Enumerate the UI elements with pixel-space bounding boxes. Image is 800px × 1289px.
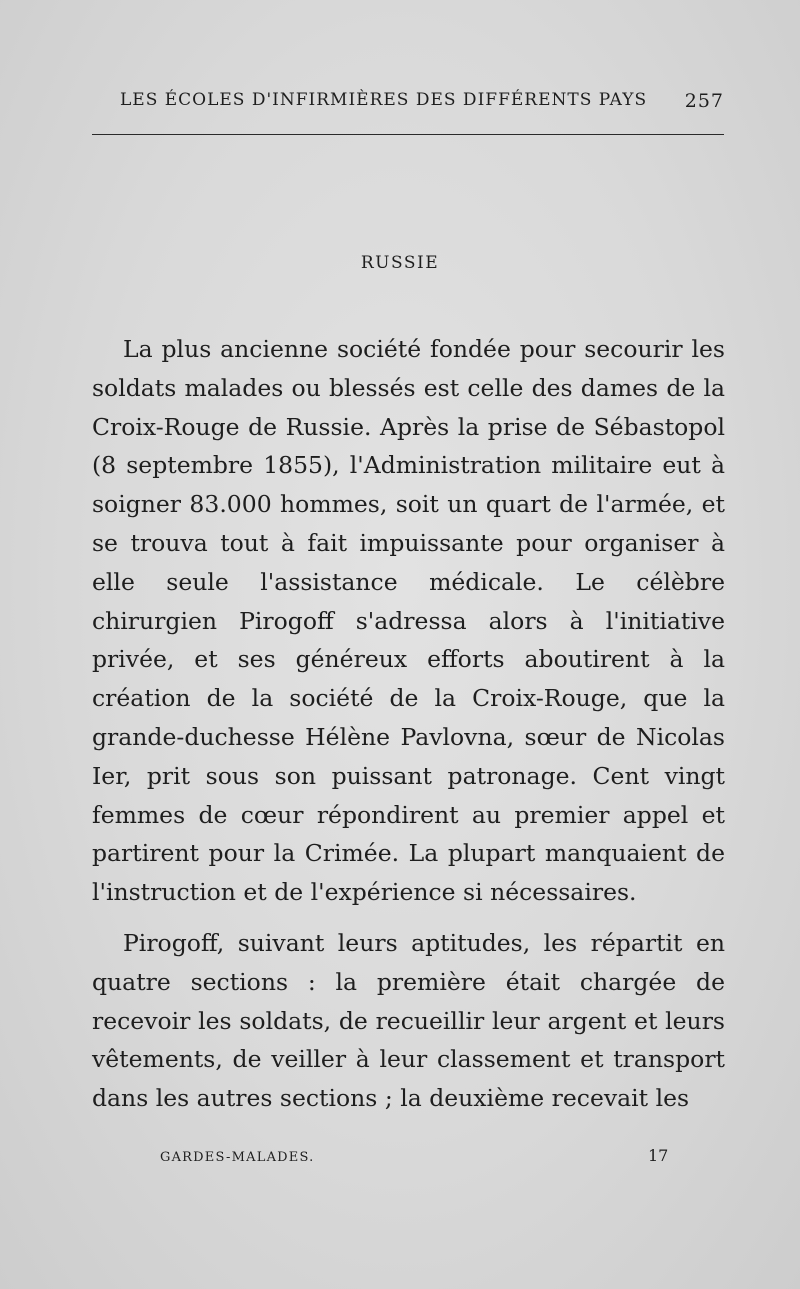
- running-title: LES ÉCOLES D'INFIRMIÈRES DES DIFFÉRENTS PAYS: [120, 90, 648, 110]
- running-head: [120, 90, 724, 116]
- section-title: RUSSIE: [360, 253, 440, 273]
- paragraph-2: Pirogoff, suivant leurs aptitudes, les répartit en quatre sections : la première était chargée de recevoir les soldats, de recueillir leur argent et leurs vêtements, de veiller à leur classement et transport dans les autres sections ; la deuxième recevait les: [92, 928, 725, 1113]
- body-text: [92, 330, 725, 1118]
- paragraph-1: La plus ancienne société fondée pour secourir les soldats malades ou blessés est celle des dames de la Croix-Rouge de Russie. Après la prise de Sébastopol (8 septembre 1855), l'Administration militaire eut à soigner 83.000 hommes, soit un quart de l'armée, et se trouva tout à fait impuissante pour organiser à elle seule l'assistance médicale. Le célèbre chirurgien Pirogoff s'adressa alors à l'initiative privée, et ses généreux efforts aboutirent à la création de la société de la Croix-Rouge, que la grande-duchesse Hélène Pavlovna, sœur de Nicolas Ier, prit sous son puissant patronage. Cent vingt femmes de cœur répondirent au premier appel et partirent pour la Crimée. La plupart manquaient de l'instruction et de l'expérience si nécessaires.: [92, 335, 725, 907]
- page-number: 257: [684, 90, 724, 112]
- printer-signature: GARDES-MALADES.: [160, 1150, 315, 1165]
- sheet-number: 17: [648, 1146, 669, 1165]
- header-rule: [92, 134, 724, 135]
